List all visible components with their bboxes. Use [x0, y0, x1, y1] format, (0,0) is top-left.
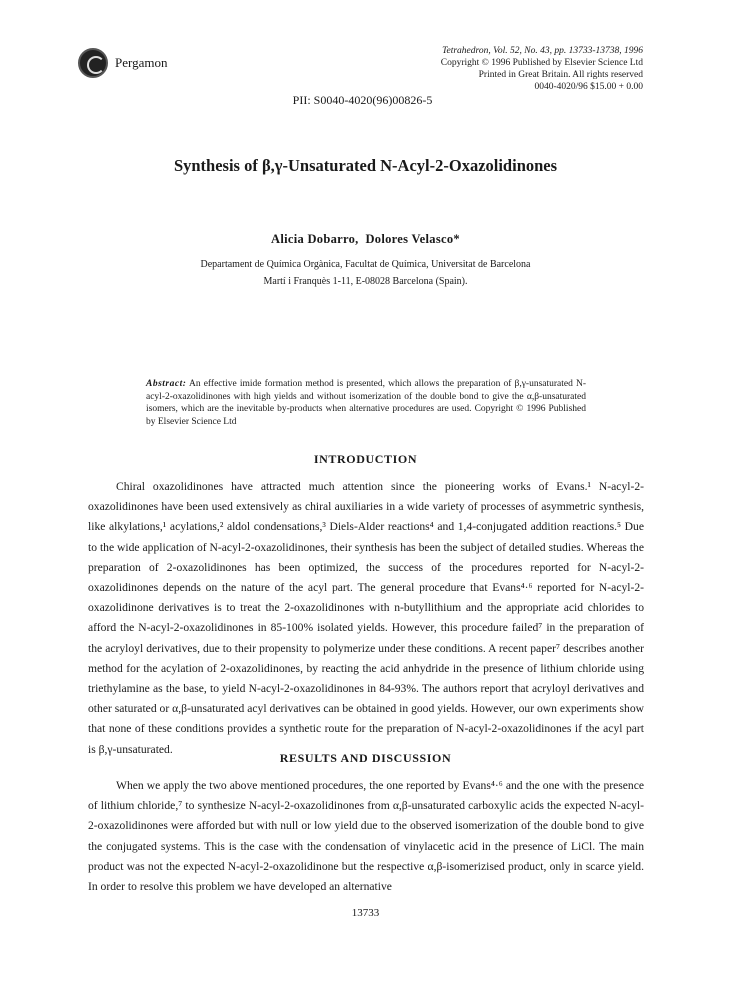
results-paragraph: When we apply the two above mentioned procedures, the one reported by Evans⁴·⁶ and the one with the presence of lithium chloride,⁷ to synthesize N-acyl-2-oxazolidinones from α,β-unsaturated carboxylic acids the expected N-acyl-2-oxazolidinones were afforded but with null or low yield due to the observed isomerization of the double bond to give the conjugated systems. This is the case with the condensation of vinylacetic acid in the presence of LiCl. The main product was not the expected N-acyl-2-oxazolidinone but the respective α,β-isomerizised product, only in scarce yield. In order to resolve this problem we have developed an alternative [88, 779, 644, 894]
publisher-name: Pergamon [115, 55, 168, 70]
introduction-paragraph: Chiral oxazolidinones have attracted much attention since the pioneering works of Evans.¹ N-acyl-2-oxazolidinones have been used extensively as chiral auxiliaries in a wide variety of processes of asymmetric synthesis, like alkylations,¹ acylations,² aldol condensations,³ Diels-Alder reactions⁴ and 1,4-conjugated addition reactions.⁵ Due to the wide application of N-acyl-2-oxazolidinones, their synthesis has been the subject of detailed studies. Whereas the preparation of 2-oxazolidinones has been optimized, the success of the procedures reported for N-acyl-2-oxazolidinones depends on the nature of the acyl part. The general procedure that Evans⁴·⁶ reported for N-acyl-2-oxazolidinone derivatives is to treat the 2-oxazolidinones with n-butyllithium and the appropriate acid chlorides to afford the N-acyl-2-oxazolidinones in 85-100% isolated yields. However, this procedure failed⁷ in the preparation of the acryloyl derivatives, due to their propensity to polymerize under these conditions. A recent paper⁷ describes another method for the acylation of 2-oxazolidinones, by reacting the acid anhydride in the presence of lithium chloride using triethylamine as the base, to yield N-acyl-2-oxazolidinones in 84-93%. The authors report that acryloyl derivatives and other saturated or α,β-unsaturated acyl derivatives can be obtained in good yields. However, our own experiments show that none of these conditions provides a synthetic route for the preparation of N-acyl-2-oxazolidinones if the acyl part is β,γ-unsaturated. [88, 480, 644, 756]
pii-container [0, 93, 731, 108]
affiliation-line-2: Martí i Franquès 1-11, E-08028 Barcelona (Spain). [263, 276, 468, 287]
results-heading: RESULTS AND DISCUSSION [279, 751, 452, 765]
journal-printed: Printed in Great Britain. All rights reserved [478, 70, 643, 80]
abstract-label: Abstract: [146, 379, 187, 389]
paper-title: Synthesis of β,γ-Unsaturated N-Acyl-2-Oxazolidinones [173, 156, 558, 175]
pergamon-logo-icon [78, 48, 108, 78]
journal-citation: Tetrahedron, Vol. 52, No. 43, pp. 13733-13738, 1996 [442, 46, 643, 56]
affiliation-line-1: Departament de Química Orgànica, Facultat de Química, Universitat de Barcelona [200, 259, 531, 270]
journal-copyright: Copyright © 1996 Published by Elsevier Science Ltd [440, 58, 643, 68]
abstract [146, 378, 586, 428]
page-number: 13733 [351, 907, 380, 919]
pii-code: PII: S0040-4020(96)00826-5 [292, 93, 433, 107]
authors: Alicia Dobarro, Dolores Velasco* [271, 232, 460, 246]
journal-info [313, 45, 643, 93]
journal-price: 0040-4020/96 $15.00 + 0.00 [534, 82, 643, 92]
abstract-text: An effective imide formation method is presented, which allows the preparation of β,γ-unsaturated N-acyl-2-oxazolidinones with high yields and without isomerization of the double bond to give the α,β-unsaturated isomers, which are the inevitable by-products when alternative procedures are used. Copyright © 1996 Published by Elsevier Science Ltd [146, 379, 586, 427]
introduction-heading: INTRODUCTION [313, 452, 418, 466]
